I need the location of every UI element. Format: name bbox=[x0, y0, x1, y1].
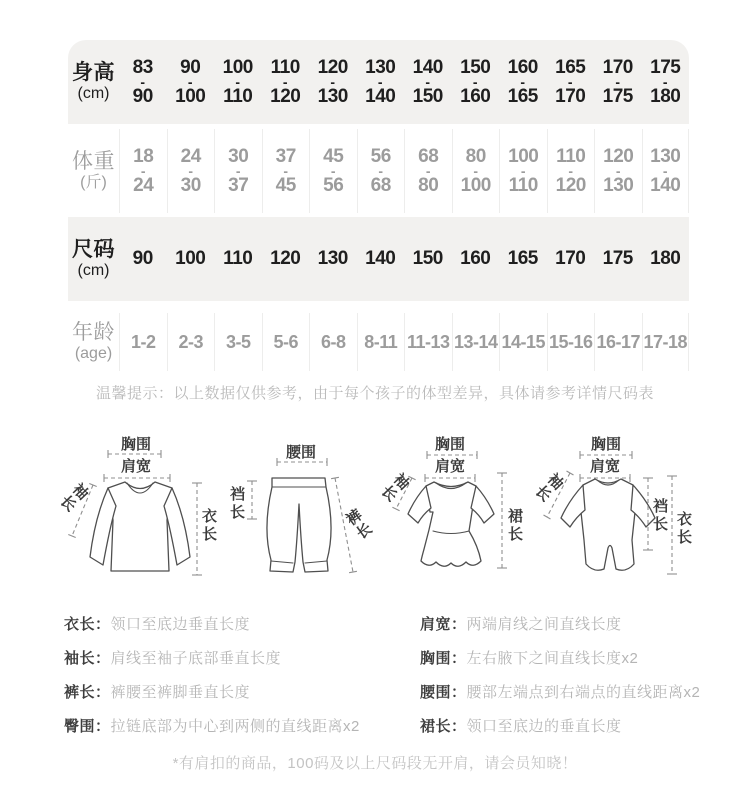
cell-value: 130 bbox=[650, 145, 681, 167]
cell-value: 140 bbox=[365, 85, 396, 107]
cell-value: 18 bbox=[133, 145, 154, 167]
definition-desc: 裤腰至裤脚垂直长度 bbox=[110, 683, 251, 701]
definitions-left-column bbox=[64, 606, 420, 742]
dress-measure-diagram bbox=[376, 428, 543, 608]
table-cell bbox=[404, 217, 452, 301]
table-cell bbox=[594, 217, 642, 301]
table-cell bbox=[262, 313, 310, 371]
romper-crotch-label: 裆长 bbox=[651, 498, 668, 534]
cell-value: 56 bbox=[370, 145, 391, 167]
cell-value: 90 bbox=[180, 56, 201, 78]
table-cell bbox=[547, 217, 595, 301]
table-cell bbox=[452, 217, 500, 301]
table-cell bbox=[499, 40, 547, 124]
cell-value: - bbox=[283, 162, 289, 179]
cell-value: - bbox=[235, 162, 241, 179]
cell-value: 80 bbox=[465, 145, 486, 167]
cell-value: 165 bbox=[507, 248, 538, 269]
cell-value: 100 bbox=[175, 85, 206, 107]
cell-value: 140 bbox=[412, 56, 443, 78]
cell-value: 130 bbox=[317, 85, 348, 107]
table-cell bbox=[499, 129, 547, 213]
shirt-illustration bbox=[48, 428, 218, 608]
definitions-right-column bbox=[420, 606, 700, 742]
table-cell bbox=[309, 129, 357, 213]
cell-value: - bbox=[140, 73, 146, 90]
cell-value: - bbox=[662, 73, 668, 90]
table-row bbox=[68, 217, 689, 301]
cell-value: 110 bbox=[508, 174, 538, 196]
table-cell bbox=[309, 40, 357, 124]
definition-desc: 两端肩线之间直线长度 bbox=[466, 615, 622, 633]
cell-value: 15-16 bbox=[548, 331, 593, 352]
table-cell bbox=[167, 217, 215, 301]
table-cell bbox=[167, 129, 215, 213]
table-cell bbox=[452, 40, 500, 124]
shirt-sleeve-label: 袖长 bbox=[55, 479, 92, 515]
table-cell bbox=[547, 313, 595, 371]
romper-shoulder-label: 肩宽 bbox=[589, 458, 621, 475]
romper-sleeve-label: 袖长 bbox=[530, 469, 567, 505]
cell-value: 120 bbox=[270, 85, 301, 107]
table-row bbox=[68, 129, 689, 213]
cell-value: 175 bbox=[650, 56, 681, 78]
cell-value: 170 bbox=[555, 248, 586, 269]
cell-value: 165 bbox=[507, 85, 538, 107]
definition-term: 裙长： bbox=[420, 717, 467, 735]
romper-length-label: 衣长 bbox=[675, 511, 692, 547]
cell-value: 2-3 bbox=[178, 331, 203, 352]
romper-measure-diagram bbox=[530, 428, 710, 608]
cell-value: 170 bbox=[555, 85, 586, 107]
cell-value: 37 bbox=[275, 145, 296, 167]
shirt-length-label: 衣长 bbox=[200, 508, 217, 544]
cell-value: 110 bbox=[223, 85, 253, 107]
shirt-measure-diagram bbox=[48, 428, 218, 608]
romper-chest-label: 胸围 bbox=[590, 436, 622, 453]
cell-value: 90 bbox=[132, 85, 153, 107]
cell-value: 30 bbox=[228, 145, 249, 167]
cell-value: - bbox=[235, 73, 241, 90]
row-label-cell bbox=[68, 313, 119, 371]
dress-shoulder-label: 肩宽 bbox=[434, 458, 466, 475]
table-cell bbox=[309, 313, 357, 371]
table-cell bbox=[594, 40, 642, 124]
cell-value: 1-2 bbox=[130, 331, 156, 352]
cell-value: 45 bbox=[323, 145, 344, 167]
cell-value: 110 bbox=[556, 145, 586, 167]
cell-value: 180 bbox=[650, 85, 681, 107]
table-cell bbox=[119, 217, 167, 301]
cell-value: 140 bbox=[650, 174, 681, 196]
definition-desc: 领口至底边的垂直长度 bbox=[466, 717, 622, 735]
cell-value: - bbox=[425, 162, 431, 179]
row-label: 尺码 bbox=[72, 237, 115, 261]
footnote-text: *有肩扣的商品，100码及以上尺码段无开肩，请会员知晓！ bbox=[172, 755, 578, 772]
cell-value: 17-18 bbox=[643, 331, 688, 352]
table-cell bbox=[642, 129, 690, 213]
pants-waist-label: 腰围 bbox=[285, 444, 317, 461]
definition-term: 胸围： bbox=[420, 649, 467, 667]
cell-value: 160 bbox=[460, 248, 491, 269]
cell-value: 130 bbox=[317, 248, 348, 269]
cell-value: 175 bbox=[602, 85, 633, 107]
cell-value: - bbox=[377, 73, 383, 90]
definition-term: 腰围： bbox=[420, 683, 467, 701]
cell-value: 3-5 bbox=[225, 331, 251, 352]
table-cell bbox=[452, 313, 500, 371]
table-cell bbox=[357, 313, 405, 371]
cell-value: 56 bbox=[323, 174, 344, 196]
pants-measure-diagram bbox=[213, 428, 388, 608]
definition-term: 裤长： bbox=[64, 683, 111, 701]
cell-value: 80 bbox=[418, 174, 439, 196]
dress-length-label: 裙长 bbox=[506, 508, 523, 544]
row-unit: (cm) bbox=[77, 261, 110, 279]
definition-desc: 腰部左端点到右端点的直线距离x2 bbox=[466, 683, 701, 701]
cell-value: 8-11 bbox=[364, 331, 398, 352]
table-cell bbox=[499, 313, 547, 371]
cell-value: - bbox=[520, 162, 526, 179]
row-label-cell bbox=[68, 129, 119, 213]
cell-value: - bbox=[187, 73, 193, 90]
row-label: 身高 bbox=[72, 60, 115, 84]
cell-value: - bbox=[568, 162, 574, 179]
dress-sleeve-label: 袖长 bbox=[376, 469, 413, 505]
table-cell bbox=[547, 129, 595, 213]
pants-length-label: 裤长 bbox=[341, 506, 376, 544]
notice-text: 温馨提示：以上数据仅供参考，由于每个孩子的体型差异，具体请参考详情尺码表 bbox=[95, 385, 654, 402]
dress-chest-label: 胸围 bbox=[434, 436, 466, 453]
table-cell bbox=[262, 217, 310, 301]
table-cell bbox=[214, 129, 262, 213]
table-cell bbox=[262, 129, 310, 213]
cell-value: 160 bbox=[507, 56, 538, 78]
table-cell bbox=[167, 313, 215, 371]
cell-value: 150 bbox=[460, 56, 491, 78]
cell-value: 100 bbox=[508, 145, 539, 167]
cell-value: - bbox=[330, 73, 336, 90]
table-cell bbox=[642, 217, 690, 301]
cell-value: 120 bbox=[317, 56, 348, 78]
table-cell bbox=[594, 313, 642, 371]
table-cell bbox=[357, 217, 405, 301]
cell-value: 83 bbox=[132, 56, 153, 78]
table-cell bbox=[452, 129, 500, 213]
definition-item bbox=[64, 708, 420, 742]
cell-value: - bbox=[520, 73, 526, 90]
row-label-cell bbox=[68, 217, 119, 301]
pants-crotch-label: 裆长 bbox=[228, 486, 245, 522]
table-cell bbox=[214, 40, 262, 124]
cell-value: - bbox=[282, 73, 288, 90]
definition-term: 袖长： bbox=[64, 649, 111, 667]
table-cell bbox=[642, 313, 690, 371]
definition-desc: 拉链底部为中心到两侧的直线距离x2 bbox=[110, 717, 360, 735]
cell-value: 150 bbox=[412, 85, 443, 107]
cell-value: 68 bbox=[370, 174, 391, 196]
cell-value: 120 bbox=[603, 145, 634, 167]
cell-value: 130 bbox=[603, 174, 634, 196]
cell-value: 160 bbox=[460, 85, 491, 107]
table-cell bbox=[167, 40, 215, 124]
table-cell bbox=[404, 313, 452, 371]
cell-value: 5-6 bbox=[273, 331, 298, 352]
definition-item bbox=[64, 640, 420, 674]
cell-value: - bbox=[378, 162, 384, 179]
cell-value: 24 bbox=[133, 174, 154, 196]
table-row bbox=[68, 40, 689, 124]
size-chart-table bbox=[68, 40, 689, 371]
definition-item bbox=[420, 674, 700, 708]
definition-item bbox=[420, 708, 700, 742]
cell-value: 68 bbox=[418, 145, 439, 167]
table-cell bbox=[404, 129, 452, 213]
table-cell bbox=[404, 40, 452, 124]
cell-value: - bbox=[615, 73, 621, 90]
definition-item bbox=[64, 606, 420, 640]
cell-value: 180 bbox=[650, 248, 681, 269]
cell-value: - bbox=[188, 162, 194, 179]
cell-value: 175 bbox=[602, 248, 633, 269]
cell-value: 120 bbox=[270, 248, 301, 269]
cell-value: 45 bbox=[275, 174, 296, 196]
table-cell bbox=[262, 40, 310, 124]
table-cell bbox=[642, 40, 690, 124]
cell-value: - bbox=[567, 73, 573, 90]
definition-item bbox=[64, 674, 420, 708]
table-cell bbox=[119, 40, 167, 124]
cell-value: 13-14 bbox=[453, 331, 498, 352]
shirt-chest-label: 胸围 bbox=[120, 436, 152, 453]
table-cell bbox=[214, 217, 262, 301]
cell-value: 110 bbox=[223, 248, 253, 269]
cell-value: 110 bbox=[270, 56, 300, 78]
cell-value: 140 bbox=[365, 248, 396, 269]
row-unit: (斤) bbox=[80, 173, 107, 191]
definition-term: 臀围： bbox=[64, 717, 111, 735]
cell-value: 100 bbox=[175, 248, 206, 269]
cell-value: 30 bbox=[180, 174, 201, 196]
definition-desc: 领口至底边垂直长度 bbox=[110, 615, 251, 633]
cell-value: 14-15 bbox=[501, 331, 546, 352]
cell-value: 165 bbox=[555, 56, 586, 78]
cell-value: 170 bbox=[602, 56, 633, 78]
definition-item bbox=[420, 640, 700, 674]
table-cell bbox=[119, 129, 167, 213]
cell-value: 11-13 bbox=[406, 331, 450, 352]
definition-term: 肩宽： bbox=[420, 615, 467, 633]
cell-value: 90 bbox=[132, 248, 153, 269]
row-label-cell bbox=[68, 40, 119, 124]
row-unit: (age) bbox=[74, 344, 113, 362]
cell-value: 130 bbox=[365, 56, 396, 78]
cell-value: - bbox=[330, 162, 336, 179]
row-unit: (cm) bbox=[77, 84, 110, 102]
cell-value: - bbox=[140, 162, 146, 179]
measure-definitions bbox=[0, 606, 750, 742]
cell-value: 120 bbox=[555, 174, 586, 196]
cell-value: - bbox=[472, 73, 478, 90]
definition-term: 衣长： bbox=[64, 615, 111, 633]
cell-value: 100 bbox=[222, 56, 253, 78]
row-label: 体重 bbox=[72, 149, 115, 173]
definition-desc: 左右腋下之间直线长度x2 bbox=[466, 649, 639, 667]
cell-value: - bbox=[615, 162, 621, 179]
definition-desc: 肩线至袖子底部垂直长度 bbox=[110, 649, 282, 667]
cell-value: 16-17 bbox=[596, 331, 641, 352]
cell-value: 100 bbox=[460, 174, 491, 196]
cell-value: 24 bbox=[180, 145, 201, 167]
definition-item bbox=[420, 606, 700, 640]
cell-value: 37 bbox=[228, 174, 249, 196]
cell-value: - bbox=[473, 162, 479, 179]
table-row bbox=[68, 313, 689, 371]
table-cell bbox=[119, 313, 167, 371]
cell-value: - bbox=[425, 73, 431, 90]
row-label: 年龄 bbox=[72, 320, 115, 344]
cell-value: - bbox=[662, 162, 668, 179]
shirt-shoulder-label: 肩宽 bbox=[120, 458, 152, 475]
table-cell bbox=[547, 40, 595, 124]
table-cell bbox=[309, 217, 357, 301]
cell-value: 6-8 bbox=[320, 331, 346, 352]
table-cell bbox=[357, 129, 405, 213]
table-cell bbox=[499, 217, 547, 301]
cell-value: 150 bbox=[412, 248, 443, 269]
table-cell bbox=[357, 40, 405, 124]
table-cell bbox=[594, 129, 642, 213]
table-cell bbox=[214, 313, 262, 371]
